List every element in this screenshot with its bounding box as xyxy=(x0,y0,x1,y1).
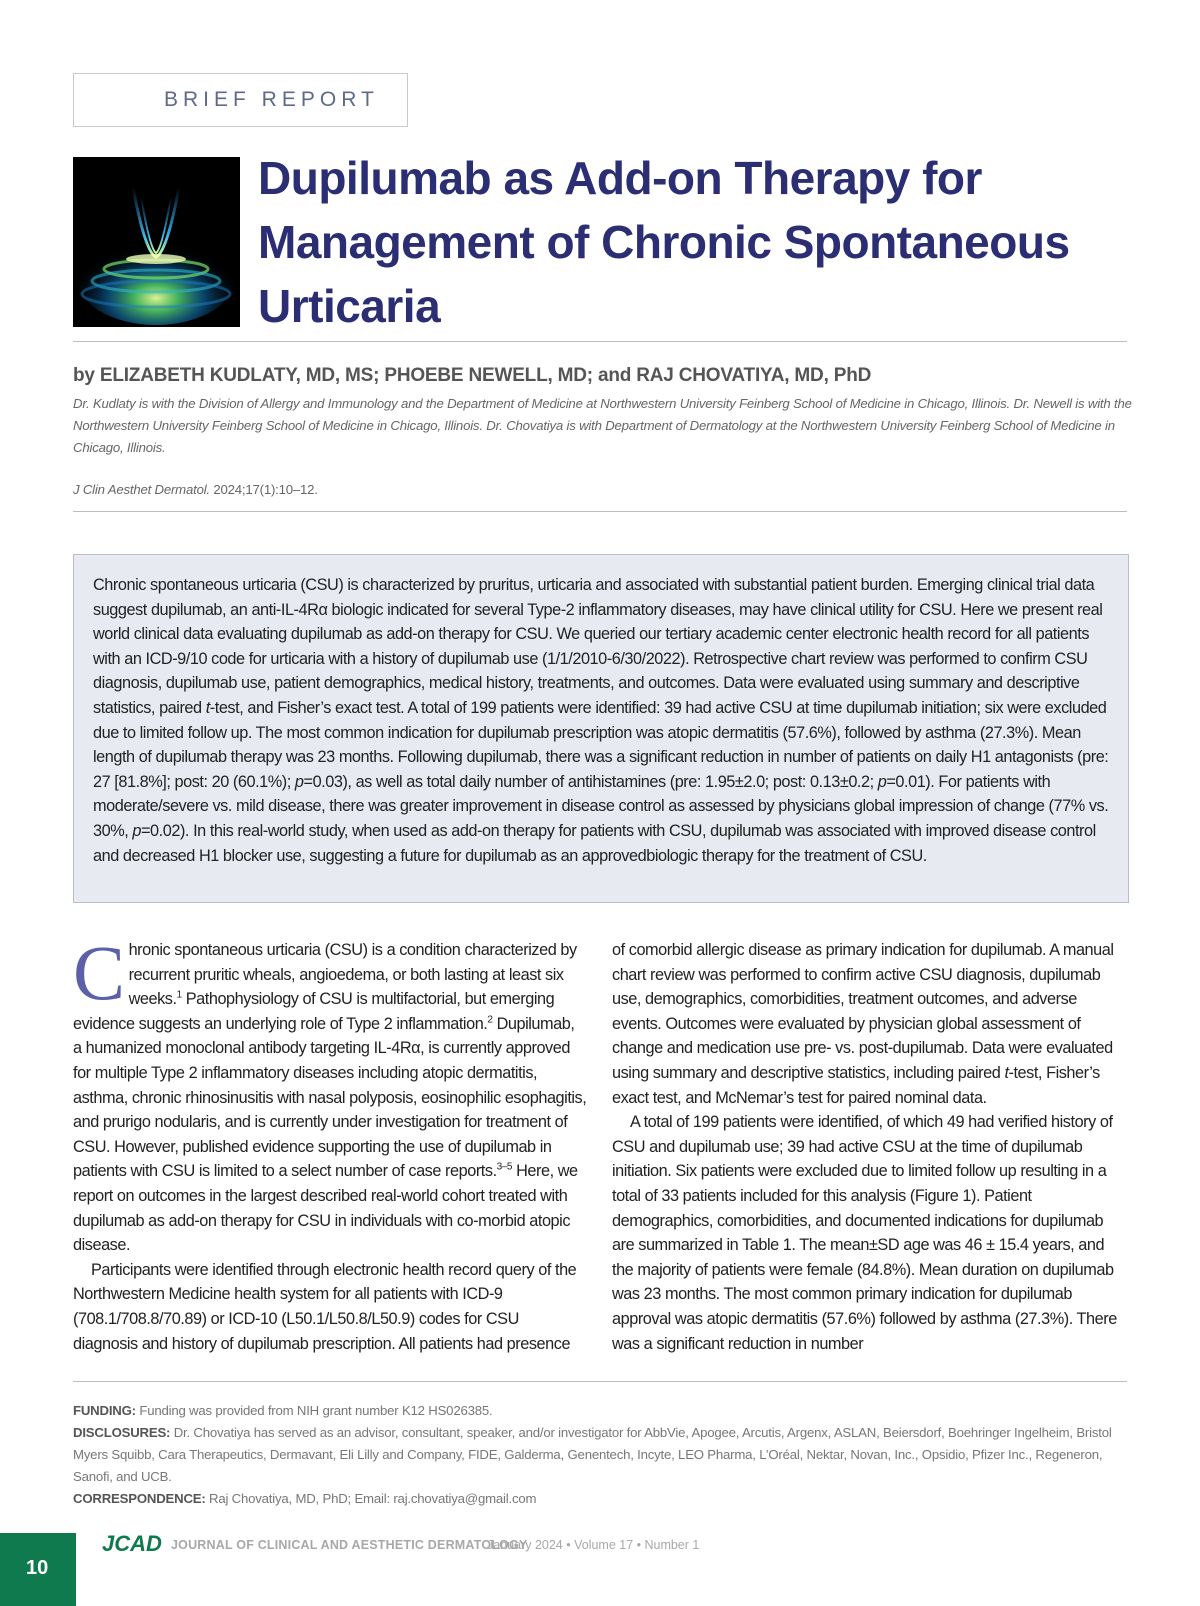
page-number: 10 xyxy=(26,1557,49,1579)
ref-superscript: 3–5 xyxy=(496,1161,512,1173)
abstract-box xyxy=(73,554,1129,903)
ref-superscript: 1 xyxy=(176,989,182,1001)
title-divider xyxy=(73,341,1127,342)
author-byline: by ELIZABETH KUDLATY, MD, MS; PHOEBE NEWELL, MD; and RAJ CHOVATIYA, MD, PhD xyxy=(73,365,872,386)
correspondence-note: CORRESPONDENCE: Raj Chovatiya, MD, PhD; Email: raj.chovatiya@gmail.com xyxy=(73,1491,537,1506)
citation-journal: J Clin Aesthet Dermatol. xyxy=(73,482,210,497)
footnote-divider xyxy=(73,1381,1127,1382)
cover-image xyxy=(73,157,240,327)
header-divider xyxy=(73,511,1127,512)
drop-cap: C xyxy=(73,929,125,1016)
methods-paragraph-cont: of comorbid allergic disease as primary indication for dupilumab. A manual chart review was performed to confirm active CSU diagnosis, dupilumab use, demographics, comorbidities, treatment outcomes, and adverse events. Outcomes were evaluated by physician global assessment of change and medication use pre- vs. post-dupilumab. Data were evaluated using summary and descriptive statistics, including paired t-test, Fisher’s exact test, and McNemar’s test for paired nominal data. xyxy=(612,941,1114,1107)
section-tag-box xyxy=(73,73,408,127)
ref-superscript: 2 xyxy=(487,1014,493,1026)
intro-paragraph: Chronic spontaneous urticaria (CSU) is a condition characterized by recurrent pruritic wheals, angioedema, or both lasting at least six weeks.$^1$ Pathophysiology of CSU is multifactorial, but emerging evidence suggests an underlying role of Type 2 inflammation.$^2$ Dupilumab, a humanized monoclonal antibody targeting IL-4Rα, is currently approved for multiple Type 2 inflammatory diseases including atopic dermatitis, asthma, chronic rhinosinusitis with nasal polyposis, eosinophilic esophagitis, and prurigo nodularis, and is currently under investigation for treatment of CSU. However, published evidence supporting the use of dupilumab in patients with CSU is limited to a select number of case reports.$^{3-5}$ Here, we report on outcomes in the largest described real-world cohort treated with dupilumab as add-on therapy for CSU in individuals with co-morbid atopic disease. xyxy=(73,929,587,1255)
journal-logo: JCAD xyxy=(102,1531,162,1556)
journal-name: JOURNAL OF CLINICAL AND AESTHETIC DERMATOLOGY xyxy=(171,1538,528,1552)
disclosures-note: DISCLOSURES: Dr. Chovatiya has served as an advisor, consultant, speaker, and/or investigator for AbbVie, Apogee, Arcutis, Argenx, ASLAN, Beiersdorf, Boehringer Ingelheim, Bristol Myers Squibb, Cara Therapeutics, Dermavant, Eli Lilly and Company, FIDE, Galderma, Genentech, Incyte, LEO Pharma, L’Oréal, Nektar, Novan, Inc., Opsidio, Pfizer Inc., Regeneron, Sanofi, and UCB. xyxy=(73,1425,1112,1484)
funding-note: FUNDING: Funding was provided from NIH grant number K12 HS026385. xyxy=(73,1403,493,1418)
body-column-right xyxy=(612,938,1128,1356)
citation-ref: 2024;17(1):10–12. xyxy=(209,482,318,497)
methods-paragraph: Participants were identified through electronic health record query of the Northwestern Medicine health system for all patients with ICD-9 (708.1/708.8/70.89) or ICD-10 (L50.1/L50.8/L50.9) codes for CSU diagnosis and history of dupilumab prescription. All patients had presence xyxy=(73,1260,577,1353)
article-title: Dupilumab as Add-on Therapy for Management of Chronic Spontaneous Urticaria xyxy=(258,152,1070,332)
results-paragraph: A total of 199 patients were identified, of which 49 had verified history of CSU and dupilumab use; 39 had active CSU at the time of dupilumab initiation. Six patients were excluded due to limited follow up resulting in a total of 33 patients included for this analysis (Figure 1). Patient demographics, comorbidities, and documented indications for dupilumab are summarized in Table 1. The mean±SD age was 46 ± 15.4 years, and the majority of patients were female (84.8%). Mean duration on dupilumab was 23 months. The most common primary indication for dupilumab approval was atopic dermatitis (57.6%) followed by asthma (27.3%). There was a significant reduction in number xyxy=(612,1113,1117,1353)
author-affiliations: Dr. Kudlaty is with the Division of Allergy and Immunology and the Department of Medicine at Northwestern University Feinberg School of Medicine in Chicago, Illinois. Dr. Newell is with the Northwestern University Feinberg School of Medicine in Chicago, Illinois. Dr. Chovatiya is with Department of Dermatology at the Northwestern University Feinberg School of Medicine in Chicago, Illinois. xyxy=(73,396,1132,455)
footnotes xyxy=(73,1400,1135,1510)
abstract-text: Chronic spontaneous urticaria (CSU) is characterized by pruritus, urticaria and associated with substantial patient burden. Emerging clinical trial data suggest dupilumab, an anti-IL-4Rα biologic indicated for several Type-2 inflammatory diseases, may have clinical utility for CSU. Here we present real world clinical data evaluating dupilumab as add-on therapy for CSU. We queried our tertiary academic center electronic health record for all patients with an ICD-9/10 code for urticaria with a history of dupilumab use (1/1/2010-6/30/2022). Retrospective chart review was performed to confirm CSU diagnosis, dupilumab use, patient demographics, medical history, treatments, and outcomes. Data were evaluated using summary and descriptive statistics, paired t-test, and Fisher’s exact test. A total of 199 patients were identified: 39 had active CSU at time dupilumab initiation; six were excluded due to limited follow up. The most common indication for dupilumab prescription was atopic dermatitis (57.6%), followed by asthma (27.3%). Mean length of dupilumab therapy was 23 months. Following dupilumab, there was a significant reduction in number of patients on daily H1 antagonists (pre: 27 [81.8%]; post: 20 (60.1%); p=0.03), as well as total daily number of antihistamines (pre: 1.95±2.0; post: 0.13±0.2; p=0.01). For patients with moderate/severe vs. mild disease, there was greater improvement in disease control as assessed by physicians global impression of change (77% vs. 30%, p=0.02). In this real-world study, when used as add-on therapy for patients with CSU, dupilumab was associated with improved disease control and decreased H1 blocker use, suggesting a future for dupilumab as an approvedbiologic therapy for the treatment of CSU. xyxy=(93,576,1109,865)
issue-info: January 2024 • Volume 17 • Number 1 xyxy=(487,1538,700,1552)
citation xyxy=(73,482,318,497)
section-tag: BRIEF REPORT xyxy=(164,88,379,111)
body-column-left xyxy=(73,929,587,1356)
light-wave-graphic xyxy=(73,157,240,327)
page-number-box xyxy=(0,1533,76,1606)
